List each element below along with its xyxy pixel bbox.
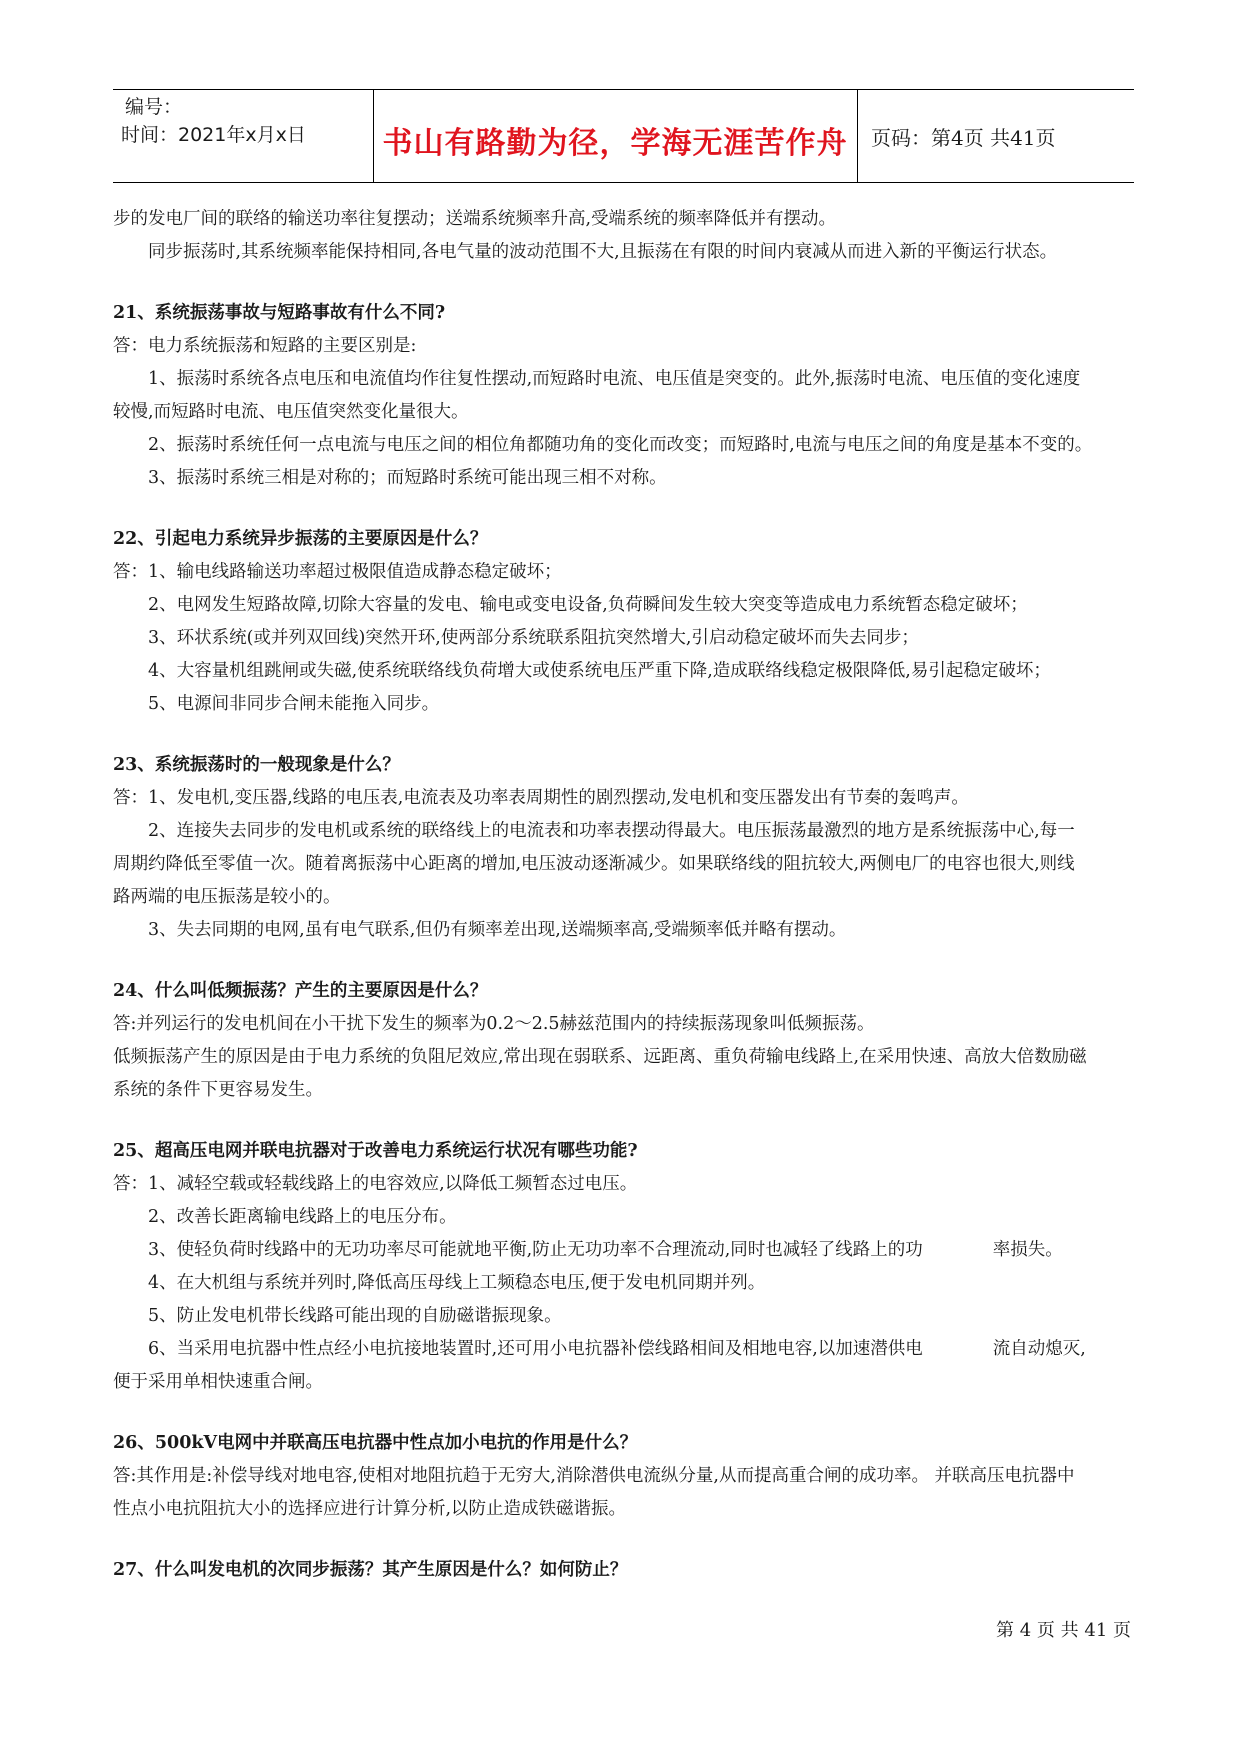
answer-line: 2、改善长距离输电线路上的电压分布。	[148, 1207, 457, 1227]
answer-line: 2、连接失去同步的发电机或系统的联络线上的电流表和功率表摆动得最大。电压振荡最激烈的地方是系统振荡中心,每一	[148, 821, 1075, 841]
answer-line: 3、振荡时系统三相是对称的；而短路时系统可能出现三相不对称。	[148, 468, 667, 488]
answer-line: 较慢,而短路时电流、电压值突然变化量很大。	[113, 402, 469, 422]
page-footer: 第 4 页 共 41 页	[996, 1620, 1131, 1641]
answer-line: 2、电网发生短路故障,切除大容量的发电、输电或变电设备,负荷瞬间发生较大突变等造成电力系统暂态稳定破坏；	[148, 595, 1028, 615]
answer-line: 2、振荡时系统任何一点电流与电压之间的相位角都随功角的变化而改变；而短路时,电流与电压之间的角度是基本不变的。	[148, 435, 1093, 455]
answer-line: 6、当采用电抗器中性点经小电抗接地装置时,还可用小电抗器补偿线路相间及相地电容,以加速潜供电 流自动熄灭,	[148, 1339, 1086, 1359]
answer-line: 1、振荡时系统各点电压和电流值均作往复性摆动,而短路时电流、电压值是突变的。此外,振荡时电流、电压值的变化速度	[148, 369, 1081, 389]
answer-line: 5、防止发电机带长线路可能出现的自励磁谐振现象。	[148, 1306, 562, 1326]
answer-line: 答:并列运行的发电机间在小干扰下发生的频率为0.2～2.5赫兹范围内的持续振荡现象叫低频振荡。	[113, 1014, 875, 1034]
question-heading: 27、什么叫发电机的次同步振荡？其产生原因是什么？如何防止？	[113, 1560, 628, 1580]
answer-line: 性点小电抗阻抗大小的选择应进行计算分析,以防止造成铁磁谐振。	[113, 1499, 627, 1519]
answer-line: 答:其作用是:补偿导线对地电容,使相对地阻抗趋于无穷大,消除潜供电流纵分量,从而提高重合闸的成功率。 并联高压电抗器中	[113, 1466, 1075, 1486]
answer-line: 答：1、输电线路输送功率超过极限值造成静态稳定破坏；	[113, 562, 562, 582]
answer-line: 便于采用单相快速重合闸。	[113, 1372, 323, 1392]
answer-line: 3、环状系统(或并列双回线)突然开环,使两部分系统联系阻抗突然增大,引启动稳定破坏而失去同步；	[148, 628, 919, 648]
question-heading: 26、500kV电网中并联高压电抗器中性点加小电抗的作用是什么？	[113, 1433, 638, 1453]
answer-line: 4、大容量机组跳闸或失磁,使系统联络线负荷增大或使系统电压严重下降,造成联络线稳定极限降低,易引起稳定破坏；	[148, 661, 1051, 681]
paragraph-line: 同步振荡时,其系统频率能保持相同,各电气量的波动范围不大,且振荡在有限的时间内衰减从而进入新的平衡运行状态。	[148, 242, 1058, 262]
header-info-cell	[113, 90, 374, 182]
document-number-label: 编号：	[125, 96, 183, 118]
answer-line: 答：1、发电机,变压器,线路的电压表,电流表及功率表周期性的剧烈摆动,发电机和变压器发出有节奏的轰鸣声。	[113, 788, 969, 808]
header-page-info: 页码：第4页 共41页	[871, 126, 1056, 150]
header-motto-cell	[373, 90, 858, 182]
answer-line: 答：1、减轻空载或轻载线路上的电容效应,以降低工频暂态过电压。	[113, 1174, 638, 1194]
answer-line: 系统的条件下更容易发生。	[113, 1080, 323, 1100]
question-heading: 21、系统振荡事故与短路事故有什么不同?	[113, 303, 446, 323]
answer-line: 4、在大机组与系统并列时,降低高压母线上工频稳态电压,便于发电机同期并列。	[148, 1273, 766, 1293]
answer-line: 3、使轻负荷时线路中的无功功率尽可能就地平衡,防止无功功率不合理流动,同时也减轻了线路上的功 率损失。	[148, 1240, 1063, 1260]
paragraph-line: 步的发电厂间的联络的输送功率往复摆动；送端系统频率升高,受端系统的频率降低并有摆动。	[113, 209, 837, 229]
document-date: 时间：2021年x月x日	[121, 124, 306, 146]
question-heading: 22、引起电力系统异步振荡的主要原因是什么？	[113, 529, 488, 549]
answer-line: 5、电源间非同步合闸未能拖入同步。	[148, 694, 440, 714]
answer-line: 周期约降低至零值一次。随着离振荡中心距离的增加,电压波动逐渐减少。如果联络线的阻抗较大,两侧电厂的电容也很大,则线	[113, 854, 1075, 874]
question-heading: 23、系统振荡时的一般现象是什么？	[113, 755, 400, 775]
header-page-cell	[859, 90, 1134, 182]
answer-line: 3、失去同期的电网,虽有电气联系,但仍有频率差出现,送端频率高,受端频率低并略有摆动。	[148, 920, 847, 940]
answer-line: 答：电力系统振荡和短路的主要区别是:	[113, 336, 417, 356]
answer-line: 低频振荡产生的原因是由于电力系统的负阻尼效应,常出现在弱联系、远距离、重负荷输电线路上,在采用快速、高放大倍数励磁	[113, 1047, 1087, 1067]
question-heading: 24、什么叫低频振荡？产生的主要原因是什么？	[113, 981, 488, 1001]
answer-line: 路两端的电压振荡是较小的。	[113, 887, 341, 907]
page-header	[113, 89, 1134, 183]
header-motto: 书山有路勤为径，学海无涯苦作舟	[382, 126, 848, 161]
question-heading: 25、超高压电网并联电抗器对于改善电力系统运行状况有哪些功能?	[113, 1141, 638, 1161]
